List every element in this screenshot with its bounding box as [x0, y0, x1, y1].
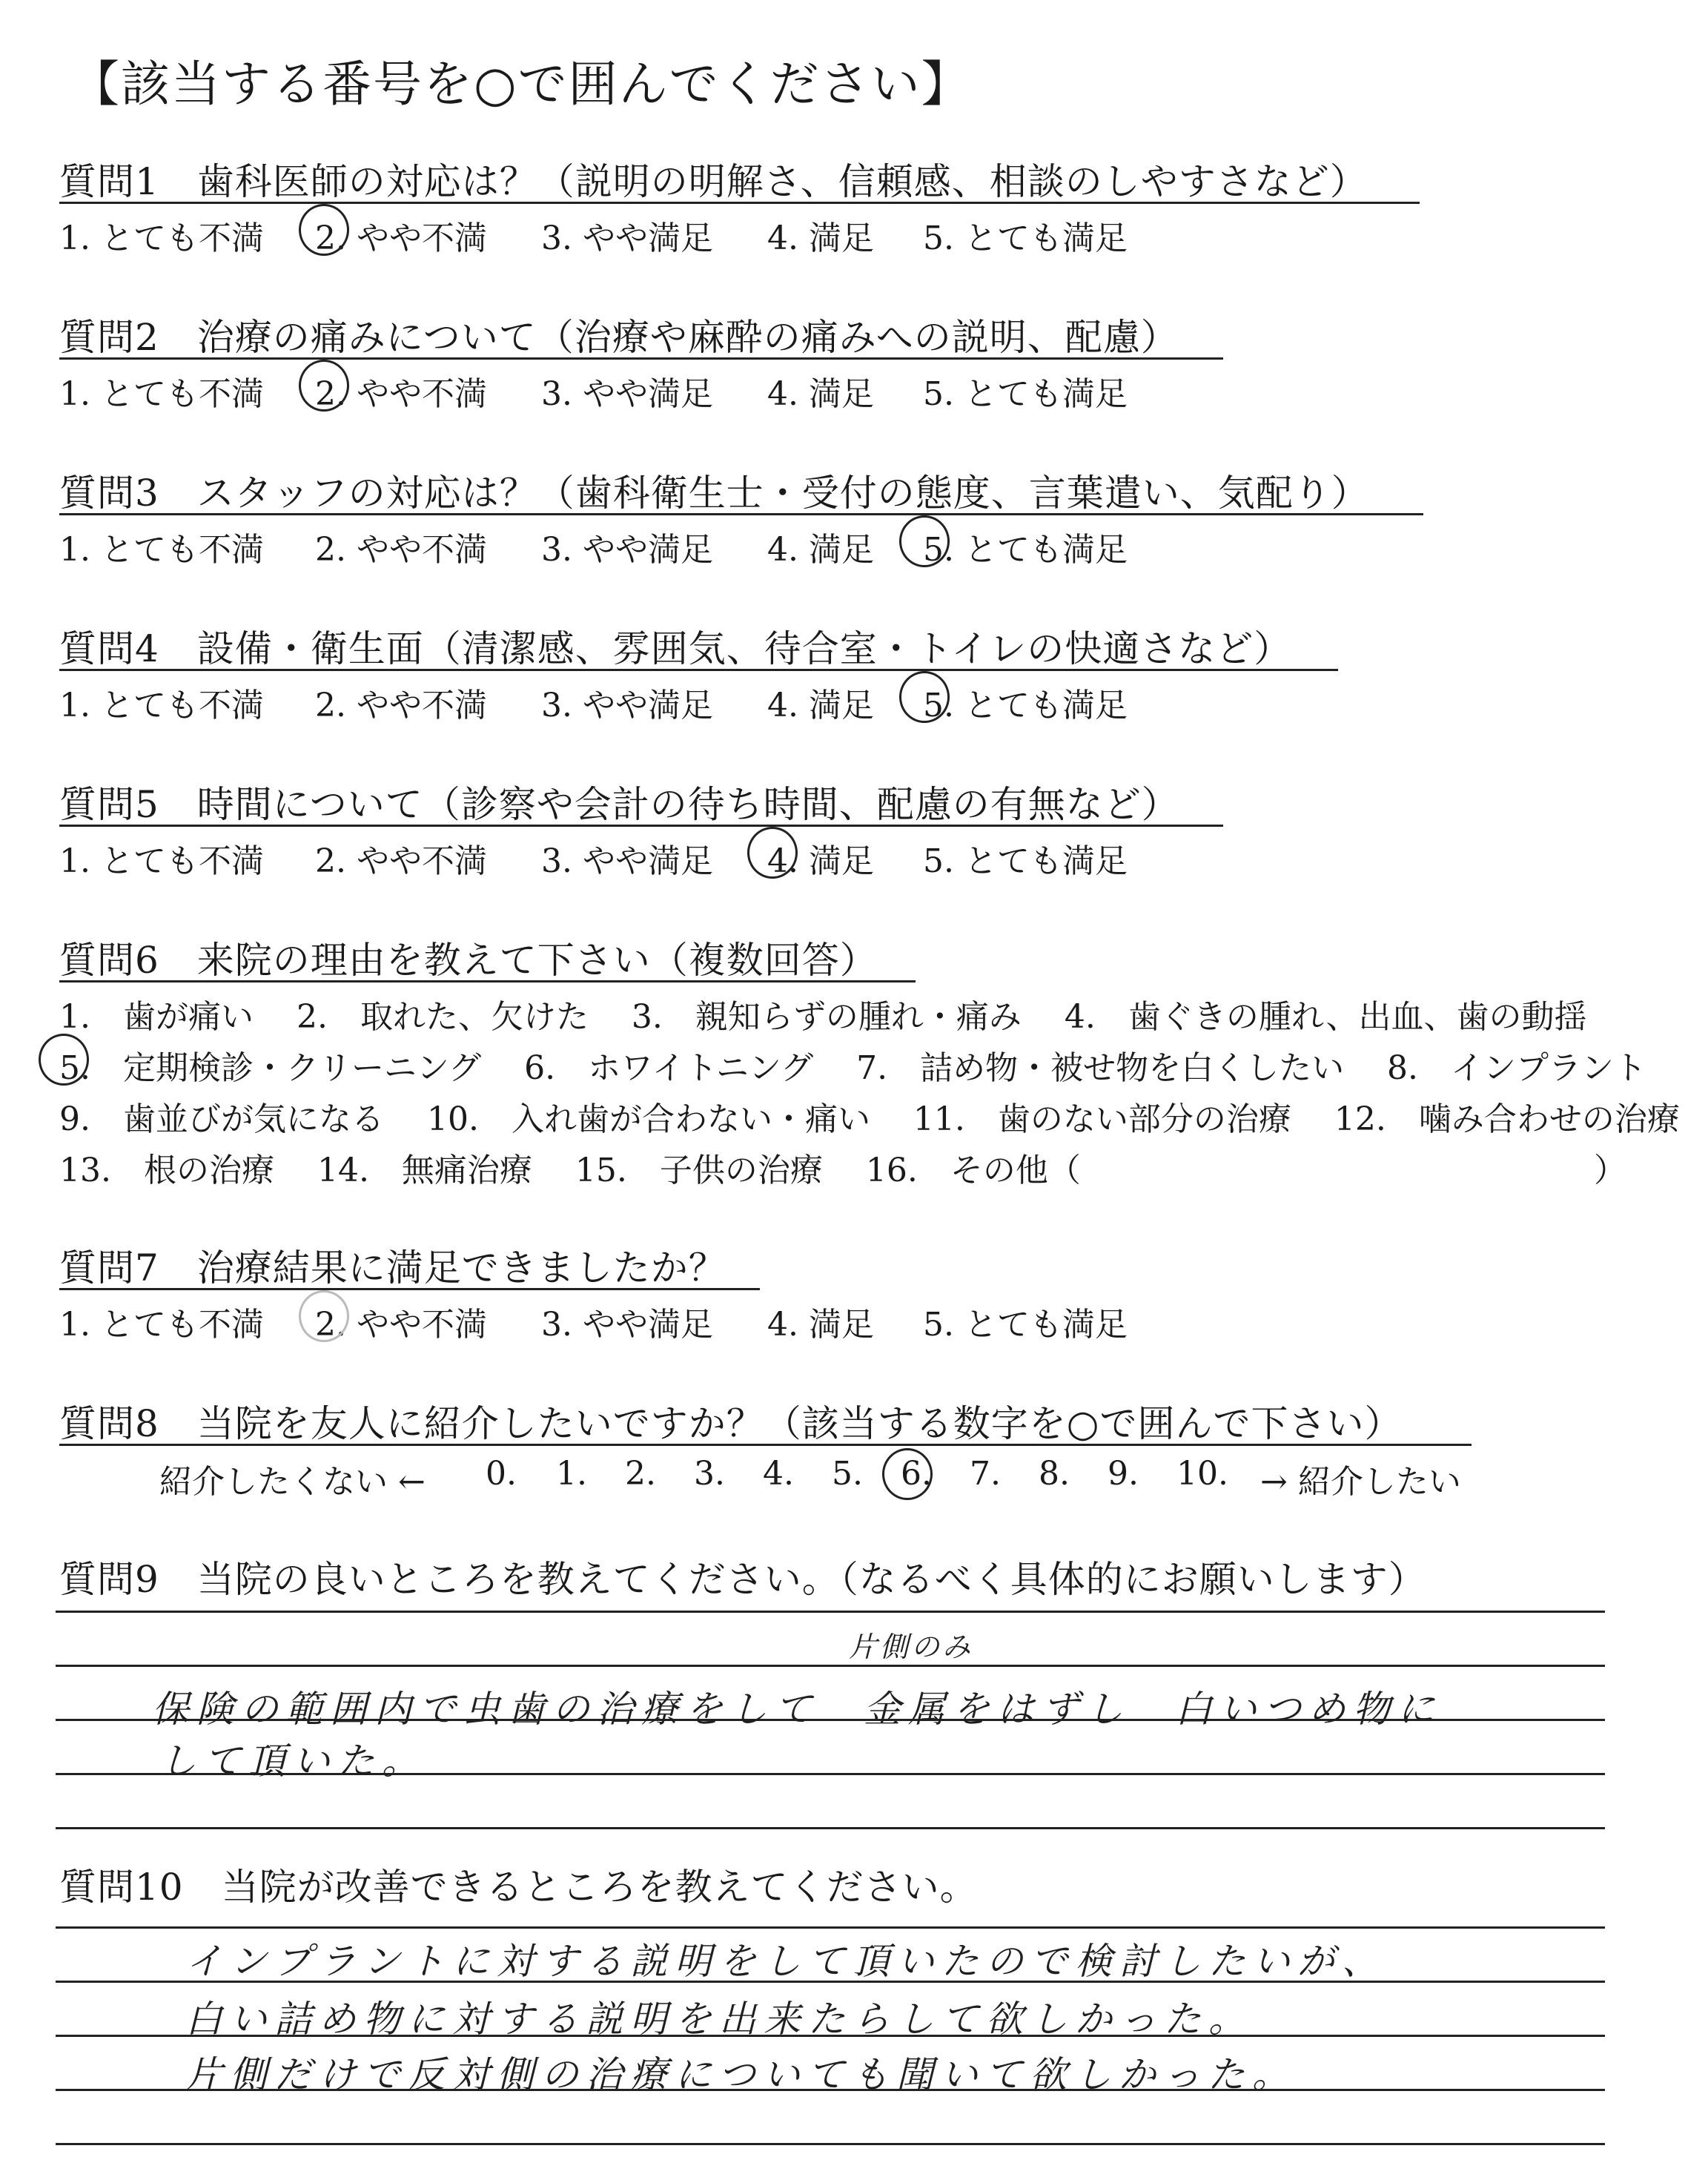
question-3-heading: 質問3 スタッフの対応は？（歯科衛生士・受付の態度、言葉遣い、気配り）	[59, 472, 1369, 515]
question-9-heading: 質問9 当院の良いところを教えてください。（なるべく具体的にお願いします）	[59, 1558, 1426, 1601]
q3-selected-circle	[899, 515, 950, 567]
q4-selected-circle	[899, 671, 950, 723]
question-10-heading: 質問10 当院が改善できるところを教えてください。	[59, 1866, 978, 1909]
question-2-heading: 質問2 治療の痛みについて（治療や麻酔の痛みへの説明、配慮）	[59, 316, 1179, 359]
question-7-heading: 質問7 治療結果に満足できましたか？	[59, 1246, 726, 1289]
q7-option-4[interactable]: 4. 満足	[767, 1306, 874, 1344]
q8-number-0[interactable]: 0.	[486, 1455, 517, 1493]
question-8-heading: 質問8 当院を友人に紹介したいですか？（該当する数字を○で囲んで下さい）	[59, 1402, 1403, 1445]
q6-options-row-4[interactable]: 13. 根の治療 14. 無痛治療 15. 子供の治療 16. その他（	[59, 1152, 1081, 1189]
q7-option-5[interactable]: 5. とても満足	[923, 1306, 1128, 1344]
q8-number-7[interactable]: 7.	[970, 1455, 1001, 1493]
q8-number-3[interactable]: 3.	[694, 1455, 725, 1493]
q2-option-3[interactable]: 3. やや満足	[541, 375, 713, 413]
q10-handwritten-answer-2: 白い詰め物に対する説明を出来たらして欲しかった。	[185, 1998, 1253, 2041]
question-8-underline	[59, 1444, 1472, 1446]
q6-options-row-3[interactable]: 9. 歯並びが気になる 10. 入れ歯が合わない・痛い 11. 歯のない部分の治療 12. 噛み合わせの治療	[59, 1100, 1680, 1138]
q2-option-2[interactable]: 2. やや不満	[315, 375, 487, 413]
q10-answer-line-5	[56, 2143, 1605, 2145]
question-5-underline	[59, 825, 1223, 827]
q2-option-1[interactable]: 1. とても不満	[59, 375, 264, 413]
q8-right-label: → 紹介したい	[1260, 1463, 1461, 1501]
q9-answer-line-5	[56, 1827, 1605, 1829]
q2-option-4[interactable]: 4. 満足	[767, 375, 874, 413]
q3-option-1[interactable]: 1. とても不満	[59, 531, 264, 569]
q8-number-9[interactable]: 9.	[1108, 1455, 1139, 1493]
q8-number-2[interactable]: 2.	[625, 1455, 656, 1493]
question-5-heading: 質問5 時間について（診察や会計の待ち時間、配慮の有無など）	[59, 783, 1179, 826]
q4-option-3[interactable]: 3. やや満足	[541, 687, 713, 724]
q6-close-paren: ）	[1594, 1152, 1626, 1189]
page-title: 【該当する番号を○で囲んでください】	[70, 56, 972, 113]
q5-option-1[interactable]: 1. とても不満	[59, 842, 264, 880]
q1-option-2[interactable]: 2. やや不満	[315, 219, 487, 257]
q8-number-10[interactable]: 10.	[1176, 1455, 1228, 1493]
q4-option-2[interactable]: 2. やや不満	[315, 687, 487, 724]
q8-number-8[interactable]: 8.	[1039, 1455, 1070, 1493]
q4-option-1[interactable]: 1. とても不満	[59, 687, 264, 724]
q5-option-5[interactable]: 5. とても満足	[923, 842, 1128, 880]
q8-number-1[interactable]: 1.	[556, 1455, 587, 1493]
q5-option-2[interactable]: 2. やや不満	[315, 842, 487, 880]
q9-answer-line-1	[56, 1611, 1605, 1613]
q9-handwritten-answer-1: 保険の範囲内で虫歯の治療をして 金属をはずし 白いつめ物に	[152, 1688, 1442, 1731]
q5-option-3[interactable]: 3. やや満足	[541, 842, 713, 880]
q5-selected-circle	[747, 827, 798, 879]
q8-left-label: 紹介したくない ←	[159, 1463, 426, 1501]
question-7-underline	[59, 1288, 760, 1290]
q10-handwritten-answer-1: インプラントに対する説明をして頂いたので検討したいが、	[185, 1940, 1386, 1983]
q9-handwritten-answer-2: して頂いた。	[159, 1740, 426, 1783]
q8-number-6[interactable]: 6.	[901, 1455, 932, 1493]
q3-option-4[interactable]: 4. 満足	[767, 531, 874, 569]
q1-option-5[interactable]: 5. とても満足	[923, 219, 1128, 257]
q7-option-2[interactable]: 2. やや不満	[315, 1306, 487, 1344]
question-3-underline	[59, 513, 1423, 515]
q3-option-3[interactable]: 3. やや満足	[541, 531, 713, 569]
q7-selected-circle	[299, 1290, 349, 1342]
q8-number-5[interactable]: 5.	[832, 1455, 863, 1493]
question-4-underline	[59, 669, 1338, 671]
q6-selected-circle	[39, 1034, 89, 1086]
q8-selected-circle	[882, 1448, 933, 1500]
q2-selected-circle	[299, 360, 349, 412]
q9-insert-note: 片側のみ	[849, 1631, 974, 1663]
q6-options-row-1[interactable]: 1. 歯が痛い 2. 取れた、欠けた 3. 親知らずの腫れ・痛み 4. 歯ぐきの腫れ、出血、歯の動揺	[59, 998, 1587, 1036]
q3-option-2[interactable]: 2. やや不満	[315, 531, 487, 569]
q5-option-4[interactable]: 4. 満足	[767, 842, 874, 880]
q10-answer-line-1	[56, 1926, 1605, 1929]
question-1-heading: 質問1 歯科医師の対応は？（説明の明解さ、信頼感、相談のしやすさなど）	[59, 160, 1368, 203]
question-6-heading: 質問6 来院の理由を教えて下さい（複数回答）	[59, 939, 878, 982]
q4-option-5[interactable]: 5. とても満足	[923, 687, 1128, 724]
q8-number-4[interactable]: 4.	[763, 1455, 794, 1493]
q9-answer-line-2	[56, 1665, 1605, 1667]
q1-option-3[interactable]: 3. やや満足	[541, 219, 713, 257]
question-2-underline	[59, 357, 1223, 360]
question-1-underline	[59, 202, 1420, 204]
q1-option-1[interactable]: 1. とても不満	[59, 219, 264, 257]
question-4-heading: 質問4 設備・衛生面（清潔感、雰囲気、待合室・トイレの快適さなど）	[59, 627, 1292, 670]
q7-option-3[interactable]: 3. やや満足	[541, 1306, 713, 1344]
q1-selected-circle	[299, 204, 349, 256]
q7-option-1[interactable]: 1. とても不満	[59, 1306, 264, 1344]
question-6-underline	[59, 980, 916, 982]
q6-options-row-2[interactable]: 5. 定期検診・クリーニング 6. ホワイトニング 7. 詰め物・被せ物を白くしたい 8. インプラント	[59, 1049, 1647, 1087]
q3-option-5[interactable]: 5. とても満足	[923, 531, 1128, 569]
q4-option-4[interactable]: 4. 満足	[767, 687, 874, 724]
q2-option-5[interactable]: 5. とても満足	[923, 375, 1128, 413]
q10-handwritten-answer-3: 片側だけで反対側の治療についても聞いて欲しかった。	[185, 2053, 1297, 2096]
q1-option-4[interactable]: 4. 満足	[767, 219, 874, 257]
